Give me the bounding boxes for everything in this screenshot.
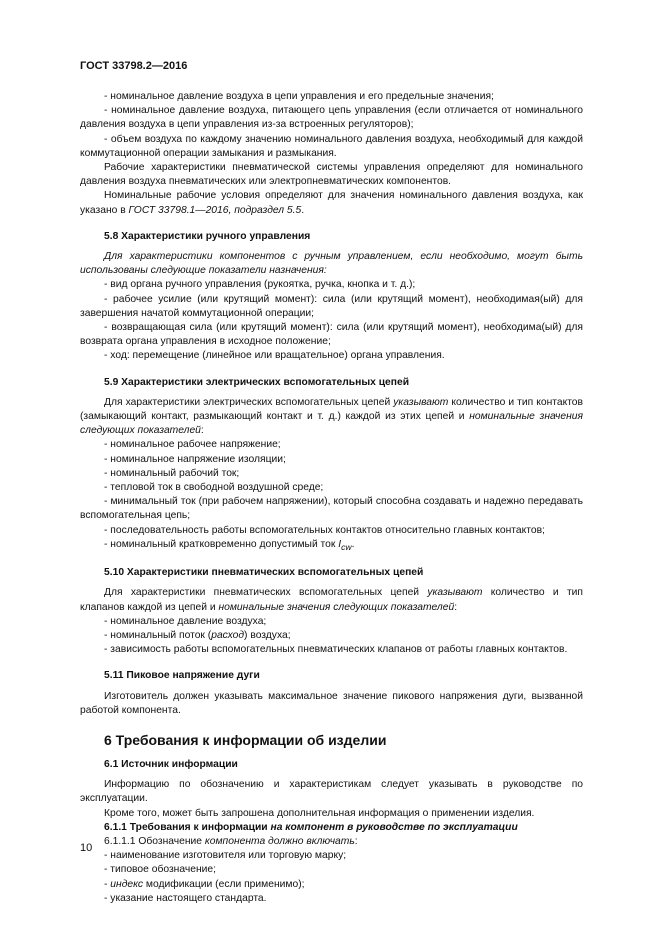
document-header: ГОСТ 33798.2—2016 [80, 60, 188, 72]
list-item: - номинальное напряжение изоляции; [104, 453, 286, 465]
section-heading-5-8: 5.8 Характеристики ручного управления [104, 230, 311, 242]
list-item: - рабочее усилие (или крутящий момент): сила (или крутящий момент), необходимая(ый) для завершения начатой коммутационной операции; [80, 293, 583, 319]
text-span: - номинальный поток ( [104, 629, 212, 641]
section-heading-6: 6 Требования к информации об изделии [104, 731, 387, 748]
text-span: . [301, 204, 305, 216]
italic-text: указывают [393, 396, 449, 408]
standard-reference: ГОСТ 33798.1—2016, подраздел 5.5 [128, 204, 302, 216]
section-heading-5-9: 5.9 Характеристики электрических вспомогательных цепей [104, 376, 410, 388]
italic-text: указывают [427, 587, 483, 599]
text-span: : [454, 601, 458, 613]
text-span: Для характеристики электрических вспомогательных цепей [104, 396, 394, 408]
text-span: . [351, 538, 355, 550]
list-item [80, 538, 583, 554]
text-span: Номинальные рабочие условия определяют для значения номинального давления воздуха, как указано в [80, 190, 583, 216]
current-symbol: I [338, 538, 342, 550]
italic-text: Для характеристики компонентов с ручным управлением, если необходимо, могут быть использованы следующие показатели назначения: [80, 251, 583, 277]
list-item: - наименование изготовителя или торговую марку; [104, 850, 347, 862]
paragraph: Информацию по обозначению и характеристикам следует указывать в руководстве по эксплуатации. [80, 779, 583, 805]
italic-text: индекс [110, 878, 144, 890]
section-heading-5-11: 5.11 Пиковое напряжение дуги [104, 670, 260, 682]
list-item: - минимальный ток (при рабочем напряжении), который способна создавать и надежно передавать вспомогательная цепь; [80, 496, 583, 522]
page-number: 10 [80, 842, 93, 854]
list-item: - номинальный рабочий ток; [104, 467, 240, 479]
list-item: - последовательность работы вспомогательных контактов относительно главных контактов; [104, 524, 545, 536]
paragraph [80, 189, 583, 217]
current-subscript: cw [341, 541, 352, 552]
list-item: - номинальное давление воздуха; [104, 615, 267, 627]
list-item: - зависимость работы вспомогательных пневматических клапанов от работы главных контактов. [104, 644, 568, 656]
text-span: : [200, 425, 204, 437]
text-span: Для характеристики пневматических вспомогательных цепей [104, 587, 428, 599]
text-span: - номинальный кратковременно допустимый ток [104, 538, 339, 550]
paragraph: Кроме того, может быть запрошена дополнительная информация о применении изделия. [104, 807, 535, 819]
paragraph [80, 586, 583, 614]
paragraph [80, 396, 583, 439]
text-span: количество и тип клапанов каждой из цепей и [80, 587, 583, 613]
text-span: 6.1.1.1 Обозначение [104, 835, 205, 847]
list-item: - вид органа ручного управления (рукоятка, ручка, кнопка и т. д.); [104, 279, 416, 291]
list-item: - тепловой ток в свободной воздушной среде; [104, 482, 324, 494]
italic-text: номинальные значения следующих показателей [218, 601, 455, 613]
section-heading-6-1: 6.1 Источник информации [104, 758, 238, 770]
italic-text: компонента должно включать [204, 835, 355, 847]
section-heading-6-1-1 [104, 821, 583, 835]
section-heading-5-10: 5.10 Характеристики пневматических вспомогательных цепей [104, 567, 424, 579]
text-span: : [354, 835, 358, 847]
paragraph: Рабочие характеристики пневматической системы управления определяют для номинального давления воздуха пневматических или электропневматических компонентов. [80, 162, 583, 188]
list-item: - ход: перемещение (линейное или вращательное) органа управления. [104, 350, 445, 362]
paragraph [80, 250, 583, 278]
italic-text: номинальные значения следующих показателей [80, 411, 584, 437]
list-item: - объем воздуха по каждому значению номинального давления воздуха, необходимый для каждой коммутационной операции замыкания и размыкания. [80, 133, 583, 159]
list-item: - указание настоящего стандарта. [104, 892, 267, 904]
text-span: ) воздуха; [244, 629, 291, 641]
text-span: модификации (если применимо); [143, 878, 305, 890]
text-span: - [104, 878, 111, 890]
list-item [80, 878, 583, 892]
italic-text: на компонент в руководстве по эксплуатации [270, 821, 518, 833]
italic-text: расход [211, 629, 245, 641]
document-body [80, 90, 583, 906]
list-item: - номинальное рабочее напряжение; [104, 439, 281, 451]
list-item: - номинальное давление воздуха в цепи управления и его предельные значения; [104, 91, 494, 102]
text-span: 6.1.1 Требования к информации [104, 821, 271, 833]
list-item [80, 629, 583, 643]
paragraph: Изготовитель должен указывать максимальное значение пикового напряжения дуги, вызванной работой компонента. [80, 690, 583, 716]
list-item: - возвращающая сила (или крутящий момент): сила (или крутящий момент), необходима(ый) для возврата органа управления в исходное положение; [80, 322, 583, 348]
list-item: - типовое обозначение; [104, 864, 216, 876]
text-span: количество и тип контактов (замыкающий контакт, размыкающий контакт и т. д.) каждой из этих цепей и [80, 396, 583, 423]
list-item: - номинальное давление воздуха, питающего цепь управления (если отличается от номинального давления воздуха в цепи управления из-за встроенных регуляторов); [80, 105, 583, 131]
paragraph [80, 835, 583, 849]
